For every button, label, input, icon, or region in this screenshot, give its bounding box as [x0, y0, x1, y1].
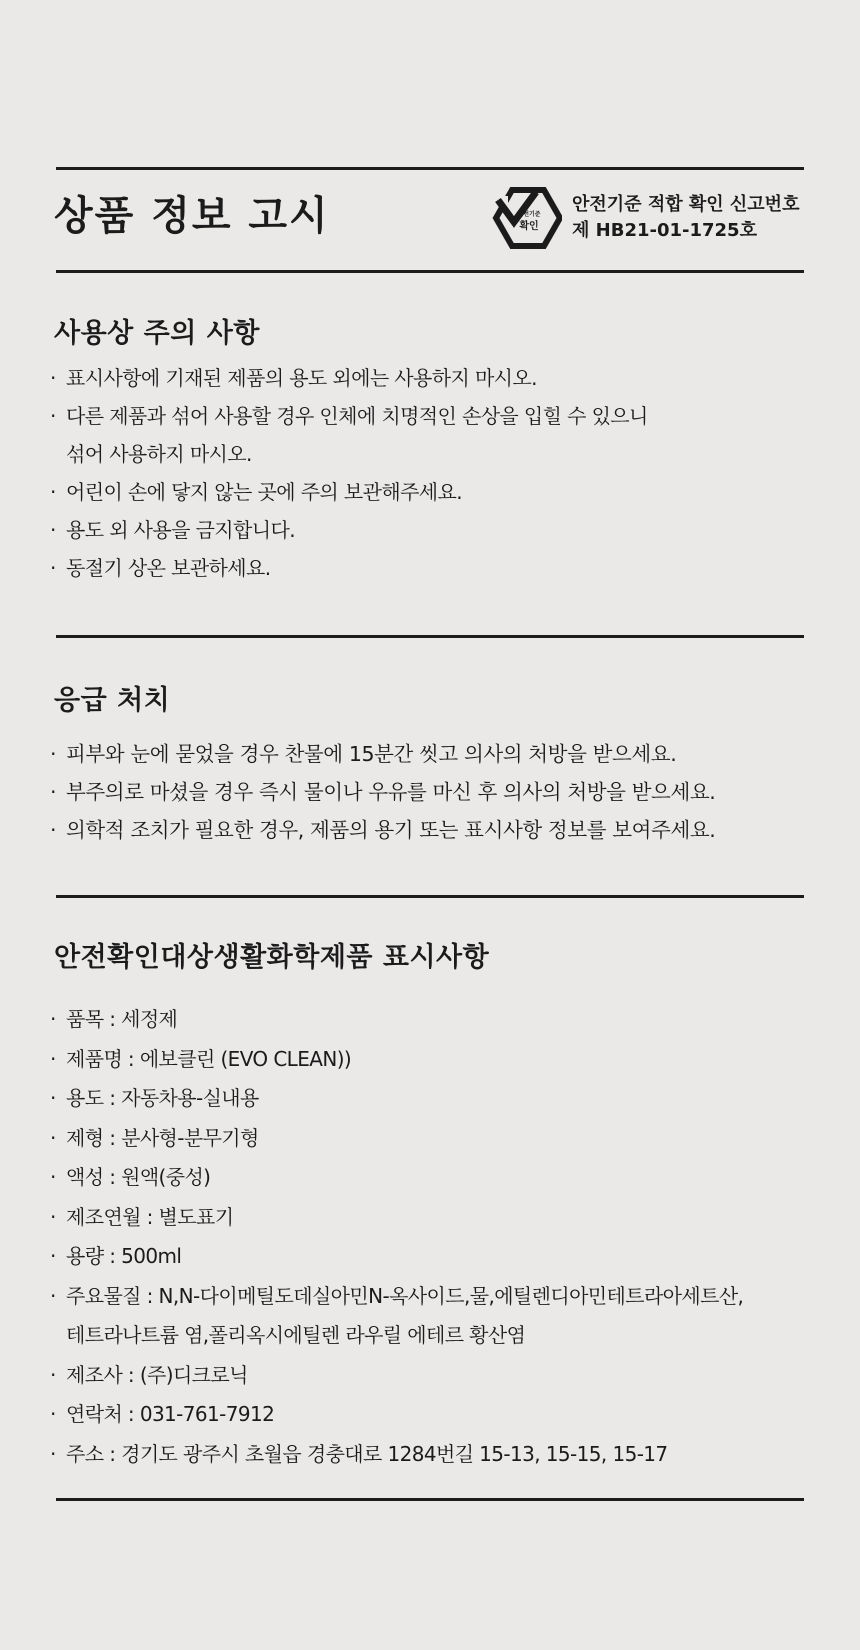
bullet-dot: ·: [50, 1007, 56, 1031]
badge-mark-small-text: 안전기준: [517, 211, 541, 218]
bullet-dot: ·: [50, 1283, 56, 1308]
list-item: [50, 811, 820, 849]
bullet-dot: ·: [50, 742, 57, 766]
list-item-text: 용량 : 500ml: [66, 1244, 182, 1268]
list-item: [50, 359, 820, 397]
safety-check-icon: [492, 186, 562, 250]
list-item: [50, 511, 820, 549]
bullet-dot: ·: [50, 780, 57, 804]
list-item-text: 제조연월 : 별도표기: [66, 1204, 234, 1229]
badge-line-1: 안전기준 적합 확인 신고번호: [572, 194, 800, 215]
badge-line-2: 제 HB21-01-1725호: [572, 220, 757, 241]
precautions-divider: [56, 635, 804, 638]
bullet-dot: ·: [50, 1125, 56, 1150]
list-item-text: 제형 : 분사형-분무기형: [66, 1125, 259, 1150]
bullet-dot: ·: [50, 1362, 56, 1387]
list-item: [50, 1395, 820, 1435]
list-item-text: 제품명 : 에보클린 (EVO CLEAN)): [66, 1046, 352, 1071]
precautions-list: [50, 359, 820, 587]
list-item: [50, 1277, 820, 1356]
list-item: [50, 1158, 820, 1198]
bullet-dot: ·: [50, 556, 56, 580]
list-item-text: 어린이 손에 닿지 않는 곳에 주의 보관해주세요.: [66, 480, 462, 504]
page-title: 상품 정보 고시: [54, 193, 330, 239]
precautions-heading: 사용상 주의 사항: [54, 318, 260, 349]
bullet-dot: ·: [50, 1165, 56, 1189]
list-item-text: 제조사 : (주)디크로닉: [66, 1362, 248, 1387]
list-item-text: 섞어 사용하지 마시오.: [66, 442, 252, 466]
list-item-text: 부주의로 마셨을 경우 즉시 물이나 우유를 마신 후 의사의 처방을 받으세요.: [66, 780, 716, 804]
list-item: [50, 1237, 820, 1277]
label-info-list: [50, 1000, 820, 1474]
list-item-text: 테트라나트륨 염,폴리옥시에틸렌 라우릴 에테르 황산염: [66, 1323, 526, 1347]
list-item: [50, 1119, 820, 1159]
list-item: [50, 1040, 820, 1080]
list-item: [50, 1198, 820, 1238]
list-item-text: 품목 : 세정제: [66, 1007, 178, 1031]
list-item: [50, 1435, 820, 1475]
header-bottom-divider: [56, 270, 804, 273]
bullet-dot: ·: [50, 1204, 56, 1229]
bullet-dot: ·: [50, 1086, 56, 1110]
top-divider: [56, 167, 804, 170]
list-item-text: 주요물질 : N,N-다이메틸도데실아민N-옥사이드,물,에틸렌디아민테트라아세트산,: [66, 1283, 744, 1308]
list-item: [50, 735, 820, 773]
list-item-text: 동절기 상온 보관하세요.: [66, 556, 271, 580]
list-item-text: 주소 : 경기도 광주시 초월읍 경충대로 1284번길 15-13, 15-15, 15-17: [66, 1441, 668, 1466]
list-item-text: 다른 제품과 섞어 사용할 경우 인체에 치명적인 손상을 입힐 수 있으니: [66, 404, 648, 428]
list-item: [50, 773, 820, 811]
list-item-text: 의학적 조치가 필요한 경우, 제품의 용기 또는 표시사항 정보를 보여주세요.: [66, 818, 716, 842]
first-aid-list: [50, 735, 820, 849]
list-item-text: 용도 외 사용을 금지합니다.: [66, 518, 295, 542]
list-item: [50, 473, 820, 511]
label-info-heading: 안전확인대상생활화학제품 표시사항: [54, 942, 490, 973]
list-item: [50, 549, 820, 587]
list-item-text: 연락처 : 031-761-7912: [66, 1402, 275, 1426]
bullet-dot: ·: [50, 1046, 56, 1071]
bullet-dot: ·: [50, 1441, 56, 1466]
list-item: [50, 1356, 820, 1396]
badge-mark-big-text: 확인: [519, 221, 539, 232]
first-aid-divider: [56, 895, 804, 898]
list-item-text: 피부와 눈에 묻었을 경우 찬물에 15분간 씻고 의사의 처방을 받으세요.: [66, 742, 677, 766]
bullet-dot: ·: [50, 1402, 56, 1426]
list-item: [50, 397, 820, 473]
list-item: [50, 1000, 820, 1040]
bottom-divider: [56, 1498, 804, 1501]
bullet-dot: ·: [50, 366, 56, 390]
list-item-text: 표시사항에 기재된 제품의 용도 외에는 사용하지 마시오.: [66, 366, 537, 390]
badge-text: [572, 192, 799, 244]
bullet-dot: ·: [50, 404, 56, 428]
bullet-dot: ·: [50, 518, 56, 542]
first-aid-heading: 응급 처치: [54, 685, 171, 716]
list-item-text: 용도 : 자동차용-실내용: [66, 1086, 259, 1110]
bullet-dot: ·: [50, 1244, 56, 1268]
safety-certification-badge: [492, 186, 812, 250]
list-item-text: 액성 : 원액(중성): [66, 1165, 211, 1189]
bullet-dot: ·: [50, 818, 57, 842]
list-item: [50, 1079, 820, 1119]
bullet-dot: ·: [50, 480, 56, 504]
